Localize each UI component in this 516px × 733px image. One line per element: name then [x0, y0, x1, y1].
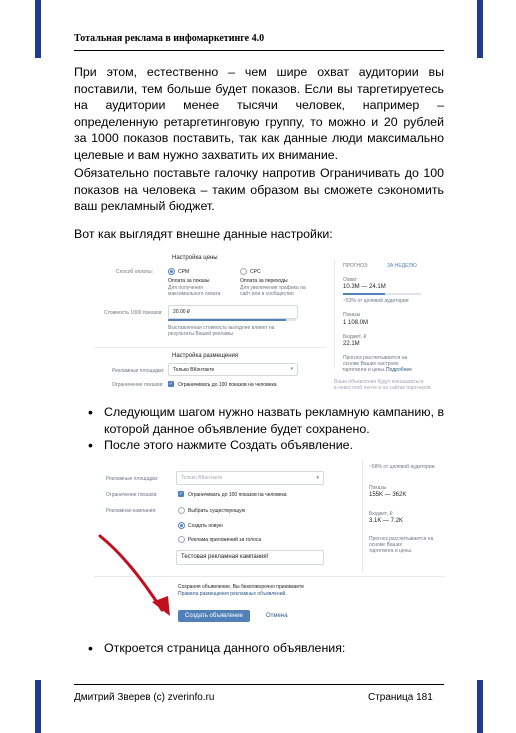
forecast-note-3: таргетинга и цены.	[342, 367, 386, 373]
reach-bar-fill	[343, 293, 385, 295]
platforms-value: Только ВКонтакте	[181, 475, 223, 481]
budget-label: Бюджет, ₽	[369, 511, 393, 517]
budget-value: 3.1K — 7.2K	[369, 518, 404, 524]
cpc-desc-3: сайт или в сообщество	[240, 291, 294, 297]
page-number: Страница 181	[368, 692, 433, 703]
page-border-left-bottom	[35, 680, 41, 733]
forecast-panel	[334, 259, 445, 369]
bullet-list-1	[86, 404, 446, 454]
campaign-existing-label: Выбрать существующую	[188, 508, 246, 514]
shows-value: 155K — 362K	[369, 492, 407, 498]
shows-label: Показы	[369, 485, 387, 491]
limit-checkbox[interactable]: ✓	[178, 491, 184, 497]
header-rule	[74, 50, 444, 51]
cpc-radio[interactable]	[240, 268, 247, 275]
section-divider	[94, 347, 326, 348]
paragraph-3: Вот как выглядят внешне данные настройки:	[74, 227, 333, 241]
footer-rule	[74, 684, 444, 685]
cpm-label: CPM	[178, 269, 190, 275]
campaign-name-value: Тестовая рекламная кампания!	[181, 554, 269, 560]
cpm-desc-2: Для получения	[168, 285, 203, 291]
platforms-select[interactable]	[168, 363, 298, 376]
paragraph-2: Обязательно поставьте галочку напротив Ограничивать до 100 показов на человека – таким образом вы сможете сэкономить ваш рекламный бюджет.	[74, 166, 444, 213]
forecast-extra-2: в новостной ленте и на сайтах партнеров	[334, 385, 431, 391]
page-border-left-top	[35, 0, 41, 58]
cost-hint-2: результаты Вашей рекламы	[168, 331, 234, 337]
footer-author: Дмитрий Зверев (c) zverinfo.ru	[74, 692, 215, 703]
bullet-list-2	[86, 640, 446, 657]
forecast-note-2: основе Ваших настроек	[343, 361, 399, 367]
arrow-shaft	[100, 536, 162, 610]
agree-text: Сохраняя объявление, Вы безоговорочно принимаете	[178, 584, 304, 590]
reach-value: 10.3M — 24.1M	[343, 284, 386, 290]
forecast-period[interactable]: ЗА НЕДЕЛЮ	[387, 263, 417, 269]
bullet-item: • После этого нажмите Создать объявление.	[86, 437, 446, 454]
cpm-desc-3: максимального охвата	[168, 291, 221, 297]
cost-label: Стоимость 1000 показов:	[104, 310, 163, 316]
campaign-new-label: Создать новую	[188, 523, 223, 529]
reach-hint: ~58% от целевой аудитории	[369, 464, 435, 470]
shows-value: 1 108.0M	[343, 320, 369, 326]
cpm-desc: Оплата за показы	[168, 278, 210, 284]
campaign-new-radio[interactable]	[178, 522, 185, 529]
cost-slider-fill	[168, 319, 286, 321]
limit-label: Ограничение показов:	[106, 492, 158, 498]
platforms-value: Только ВКонтакте	[173, 367, 215, 373]
price-section-title: Настройка цены	[172, 255, 218, 261]
page-border-right-top	[477, 0, 483, 58]
reach-label: Охват	[343, 277, 357, 283]
rules-link[interactable]: Правила размещения рекламных объявлений.	[178, 591, 287, 597]
cpc-desc: Оплата за переходы	[240, 278, 288, 284]
page-border-right-bottom	[477, 680, 483, 733]
limit-label: Ограничение показов:	[112, 382, 164, 388]
forecast-note: Прогноз рассчитывается на	[343, 355, 408, 361]
budget-label: Бюджет, ₽	[343, 334, 367, 340]
cpm-radio[interactable]	[168, 268, 175, 275]
pay-method-label: Способ оплаты:	[116, 269, 154, 275]
forecast-more-link[interactable]: Подробнее	[386, 367, 412, 373]
campaign-label: Рекламная кампания:	[106, 508, 157, 514]
forecast-note-2: основе Ваших	[369, 542, 403, 548]
chevron-down-icon: ▾	[316, 475, 319, 481]
cpc-desc-2: Для увеличения трафика на	[240, 285, 306, 291]
forecast-note-3: таргетинга и цены.	[369, 548, 413, 554]
forecast-panel	[362, 460, 445, 572]
cost-input[interactable]	[168, 305, 298, 319]
campaign-existing-radio[interactable]	[178, 507, 185, 514]
bullet-item: • Следующим шагом нужно назвать рекламную кампанию, в которой данное объявление будет сохранено.	[86, 404, 446, 437]
forecast-extra: Ваши объявления будут показываться	[334, 379, 424, 385]
screenshot-price-settings	[94, 249, 445, 401]
cost-hint: Выставленная стоимость выгоднее влияет на	[168, 325, 275, 331]
forecast-label: ПРОГНОЗ:	[343, 263, 369, 269]
bullet-item: • Откроется страница данного объявления:	[86, 640, 446, 657]
reach-hint: ~53% от целевой аудитории	[343, 298, 409, 304]
chevron-down-icon: ▾	[290, 366, 293, 372]
forecast-note: Прогноз рассчитывается на	[369, 536, 434, 542]
paragraph-1: При этом, естественно – чем шире охват аудитории вы поставили, тем больше будет показов. Если вы таргетируетесь на аудитории менее тысячи человек, например – определенную ретаргетинговую группу, то можно и 20 рублей за 1000 показов поставить, так как данные люди максимально целевые и вам нужно захватить их внимание.	[74, 65, 444, 162]
placement-section-title: Настройка размещения	[172, 353, 239, 359]
cost-value: 20.00 ₽	[173, 309, 191, 315]
limit-value: Ограничивать до 100 показов на человека	[178, 382, 277, 388]
platforms-label: Рекламные площадки:	[112, 368, 165, 374]
campaign-apps-label: Реклама приложений за голоса	[188, 537, 262, 543]
limit-value: Ограничивать до 100 показов на человека	[188, 492, 287, 498]
shows-label: Показы	[343, 312, 361, 318]
running-header: Тотальная реклама в инфомаркетинге 4.0	[74, 33, 265, 44]
platforms-select[interactable]	[176, 471, 324, 485]
budget-value: 22.1M	[343, 341, 360, 347]
cpc-label: CPC	[250, 269, 261, 275]
cancel-link[interactable]: Отмена	[266, 613, 288, 619]
limit-checkbox[interactable]: ✓	[168, 381, 174, 387]
platforms-label: Рекламные площадки:	[106, 476, 159, 482]
create-ad-button[interactable]: Создать объявление	[178, 610, 250, 622]
red-arrow-annotation	[90, 530, 200, 620]
